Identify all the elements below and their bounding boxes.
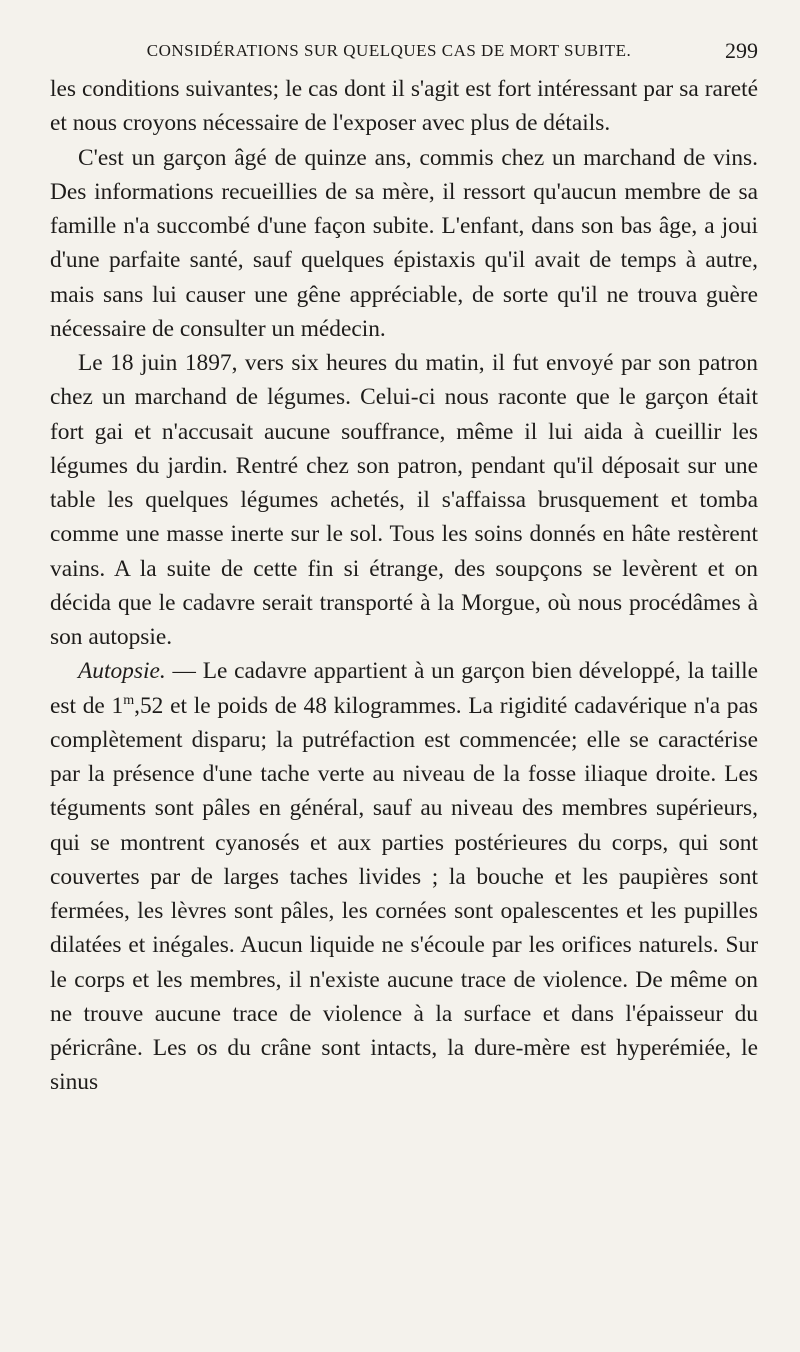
paragraph-patient-history: C'est un garçon âgé de quinze ans, commis chez un marchand de vins. Des informations recueillies de sa mère, il ressort qu'aucun membre de sa famille n'a succombé d'une façon subite. L'enfant, dans son bas âge, a joui d'une parfaite santé, sauf quelques épistaxis qu'il avait de temps à autre, mais sans lui causer une gêne appréciable, de sorte qu'il ne trouva guère nécessaire de consulter un médecin. (50, 144, 758, 342)
body-text (50, 72, 758, 1100)
running-title: CONSIDÉRATIONS SUR QUELQUES CAS DE MORT SUBITE. (146, 41, 632, 60)
meter-superscript: m (123, 691, 135, 708)
page-number: 299 (725, 38, 758, 63)
paragraph-autopsy (50, 654, 758, 1099)
paragraph-continuation: les conditions suivantes; le cas dont il s'agit est fort intéressant par sa rareté et nous croyons nécessaire de l'exposer avec plus de détails. (50, 76, 758, 137)
paragraph-events: Le 18 juin 1897, vers six heures du matin, il fut envoyé par son patron chez un marchand de légumes. Celui-ci nous raconte que le garçon était fort gai et n'accusait aucune souffrance, même il lui aida à cueillir les légumes du jardin. Rentré chez son patron, pendant qu'il déposait sur une table les quelques légumes achetés, il s'affaissa brusquement et tomba comme une masse inerte sur le sol. Tous les soins donnés en hâte restèrent vains. A la suite de cette fin si étrange, des soupçons se levèrent et on décida que le cadavre serait transporté à la Morgue, où nous procédâmes à son autopsie. (50, 350, 758, 650)
autopsy-label: Autopsie. (78, 658, 166, 685)
autopsy-text-part1: — Le cadavre appartient à un garçon bien développé, la taille est de 1 (50, 658, 758, 719)
running-header (50, 36, 758, 66)
autopsy-text-part2: ,52 et le poids de 48 kilogrammes. La rigidité cadavérique n'a pas complètement disparu; la putréfaction est commencée; elle se caractérise par la présence d'une tache verte au niveau de la fosse iliaque droite. Les téguments sont pâles en général, sauf au niveau des membres supérieurs, qui se montrent cyanosés et aux parties postérieures du corps, qui sont couvertes par de larges taches livides ; la bouche et les paupières sont fermées, les lèvres sont pâles, les cornées sont opalescentes et les pupilles dilatées et inégales. Aucun liquide ne s'écoule par les orifices naturels. Sur le corps et les membres, il n'existe aucune trace de violence. De même on ne trouve aucune trace de violence à la surface et dans l'épaisseur du péricrâne. Les os du crâne sont intacts, la dure-mère est hyperémiée, le sinus (50, 692, 758, 1096)
